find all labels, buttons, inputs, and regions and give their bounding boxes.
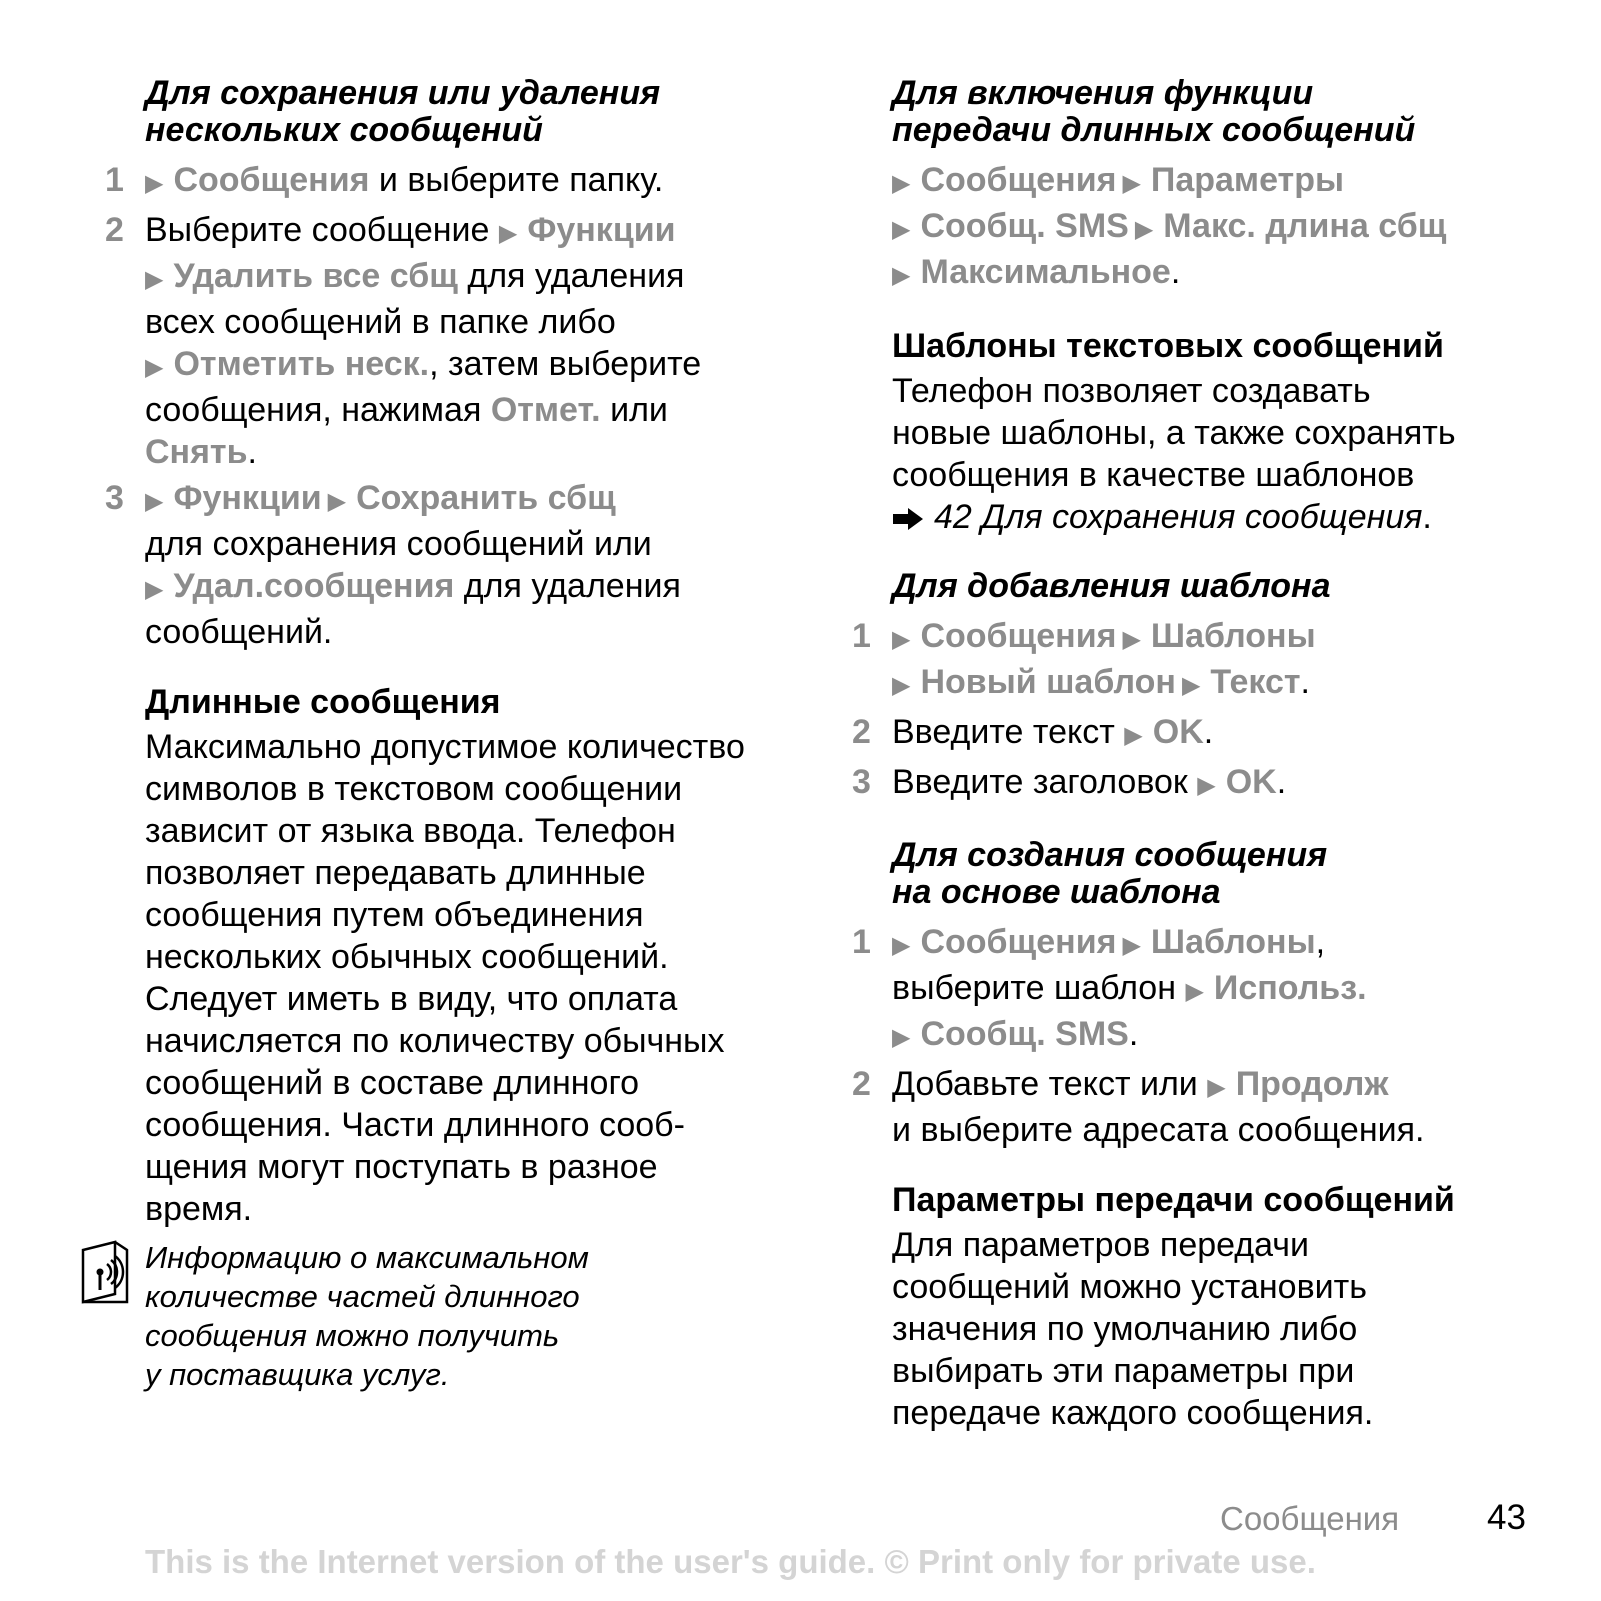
menu-item-text: Текст — [1210, 663, 1301, 701]
menu-item-messages: Сообщения — [173, 161, 370, 199]
step-number: 1 — [105, 161, 124, 199]
section-title-enable-long: Для включения функции передачи длинных сообщений — [892, 74, 1416, 149]
arrow-right-icon — [892, 507, 924, 531]
section-title-add-template: Для добавления шаблона — [892, 567, 1331, 605]
triangle-right-icon: ▶ — [327, 488, 347, 515]
triangle-right-icon: ▶ — [1122, 626, 1141, 653]
triangle-right-icon: ▶ — [892, 216, 911, 243]
step-1: 1 ▶ Сообщения ▶ Шаблоны ▶ Новый шаблон ▶ Текст. — [892, 615, 1532, 707]
triangle-right-icon: ▶ — [145, 266, 164, 293]
softkey-ok: OK — [1225, 763, 1277, 801]
send-options-text: Для параметров передачи сообщений можно установить значения по умолчанию либо выбирать эти параметры при передаче каждого сообщения. — [892, 1226, 1374, 1432]
menu-item-messages: Сообщения — [920, 161, 1117, 199]
menu-item-templates: Шаблоны — [1150, 923, 1316, 961]
section-title-templates: Шаблоны текстовых сообщений — [892, 327, 1444, 365]
menu-item-messages: Сообщения — [920, 617, 1117, 655]
menu-item-sms: Сообщ. SMS — [920, 207, 1129, 245]
menu-item-delete-messages: Удал.сообщения — [173, 567, 455, 605]
triangle-right-icon: ▶ — [145, 576, 164, 603]
section-title-send-options: Параметры передачи сообщений — [892, 1181, 1455, 1219]
step-number: 1 — [852, 923, 871, 961]
menu-item-messages: Сообщения — [920, 923, 1117, 961]
triangle-right-icon: ▶ — [892, 170, 911, 197]
triangle-right-icon: ▶ — [1207, 1074, 1226, 1101]
section-title-long-messages: Длинные сообщения — [145, 683, 501, 721]
menu-item-templates: Шаблоны — [1150, 617, 1316, 655]
info-note: Информацию о максимальном количестве частей длинного сообщения можно получить у поставщика услуг. — [145, 1240, 589, 1392]
section-title-create-from-template: Для создания сообщения на основе шаблона — [892, 836, 1328, 911]
triangle-right-icon: ▶ — [892, 672, 911, 699]
step-2: 2 Добавьте текст или ▶ Продолж и выберите адресата сообщения. — [852, 1065, 1425, 1149]
step-number: 1 — [852, 617, 871, 655]
menu-item-use: Использ. — [1213, 969, 1367, 1007]
step-number: 3 — [852, 763, 871, 801]
menu-item-mark-several: Отметить неск. — [173, 345, 430, 383]
softkey-mark: Отмет. — [490, 391, 601, 429]
step-number: 3 — [105, 479, 124, 517]
cross-reference: 42 Для сохранения сообщения. — [892, 496, 1532, 538]
enable-long-path: ▶ Сообщения ▶ Параметры ▶ Сообщ. SMS ▶ Макс. длина сбщ ▶ Максимальное. — [892, 159, 1532, 297]
step-3: 3 Введите заголовок ▶ OK. — [892, 761, 1532, 807]
triangle-right-icon: ▶ — [145, 488, 164, 515]
triangle-right-icon: ▶ — [1124, 722, 1143, 749]
triangle-right-icon: ▶ — [892, 262, 911, 289]
triangle-right-icon: ▶ — [1197, 772, 1216, 799]
left-column — [105, 74, 795, 1230]
step-1: 1 ▶ Сообщения ▶ Шаблоны, выберите шаблон ▶ Использ. ▶ Сообщ. SMS. — [892, 921, 1532, 1059]
network-info-icon — [80, 1240, 130, 1304]
menu-item-save-message: Сохранить сбщ — [356, 479, 616, 517]
step-1: 1 ▶ Сообщения и выберите папку. — [145, 159, 795, 205]
page-number: 43 — [1487, 1498, 1526, 1537]
triangle-right-icon: ▶ — [892, 932, 911, 959]
menu-item-sms: Сообщ. SMS — [920, 1015, 1129, 1053]
step-2: 2 Выберите сообщение ▶ Функции ▶ Удалить все сбщ для удаления всех сообщений в папке либо ▶ Отметить неск., затем выберите сообщения, нажимая Отмет. или Снять. — [105, 211, 702, 471]
step-number: 2 — [852, 1065, 871, 1103]
menu-item-max-length: Макс. длина сбщ — [1163, 207, 1447, 245]
footer-disclaimer: This is the Internet version of the user's guide. © Print only for private use. — [145, 1543, 1316, 1580]
step-number: 2 — [852, 713, 871, 751]
triangle-right-icon: ▶ — [498, 220, 518, 247]
menu-item-settings: Параметры — [1150, 161, 1344, 199]
menu-item-new-template: Новый шаблон — [920, 663, 1176, 701]
templates-text: Телефон позволяет создавать новые шаблоны, а также сохранять сообщения в качестве шаблонов 42 Для сохранения сообщения. — [892, 370, 1532, 538]
triangle-right-icon: ▶ — [1185, 978, 1204, 1005]
softkey-continue: Продолж — [1235, 1065, 1389, 1103]
menu-item-functions: Функции — [173, 479, 322, 517]
menu-item-functions: Функции — [527, 211, 676, 249]
triangle-right-icon: ▶ — [1181, 672, 1201, 699]
long-messages-text: Максимально допустимое количество символов в текстовом сообщении зависит от языка ввода. Телефон позволяет передавать длинные сообщения путем объединения нескольких обычных сообщений. Следует иметь в виду, что оплата начисляется по количеству обычных сообщений в составе длинного сообщения. Части длинного сооб- щения могут поступать в разное время. — [145, 728, 745, 1228]
triangle-right-icon: ▶ — [892, 626, 911, 653]
footer-section-name: Сообщения — [1220, 1500, 1400, 1537]
steps-create-from-template — [852, 921, 1532, 1151]
softkey-unmark: Снять — [145, 433, 248, 471]
softkey-ok: OK — [1152, 713, 1204, 751]
step-3: 3 ▶ Функции ▶ Сохранить сбщ для сохранения сообщений или ▶ Удал.сообщения для удаления сообщений. — [105, 479, 681, 651]
right-column — [852, 74, 1532, 1434]
step-number: 2 — [105, 211, 124, 249]
triangle-right-icon: ▶ — [145, 354, 164, 381]
steps-save-delete — [105, 159, 795, 653]
triangle-right-icon: ▶ — [892, 1024, 911, 1051]
menu-item-delete-all: Удалить все сбщ — [173, 257, 458, 295]
triangle-right-icon: ▶ — [145, 170, 164, 197]
step-2: 2 Введите текст ▶ OK. — [892, 711, 1532, 757]
triangle-right-icon: ▶ — [1122, 170, 1141, 197]
triangle-right-icon: ▶ — [1122, 932, 1141, 959]
steps-add-template — [852, 615, 1532, 807]
triangle-right-icon: ▶ — [1134, 216, 1154, 243]
menu-item-maximum: Максимальное — [920, 253, 1171, 291]
section-title-save-delete: Для сохранения или удаления нескольких сообщений — [145, 74, 661, 149]
